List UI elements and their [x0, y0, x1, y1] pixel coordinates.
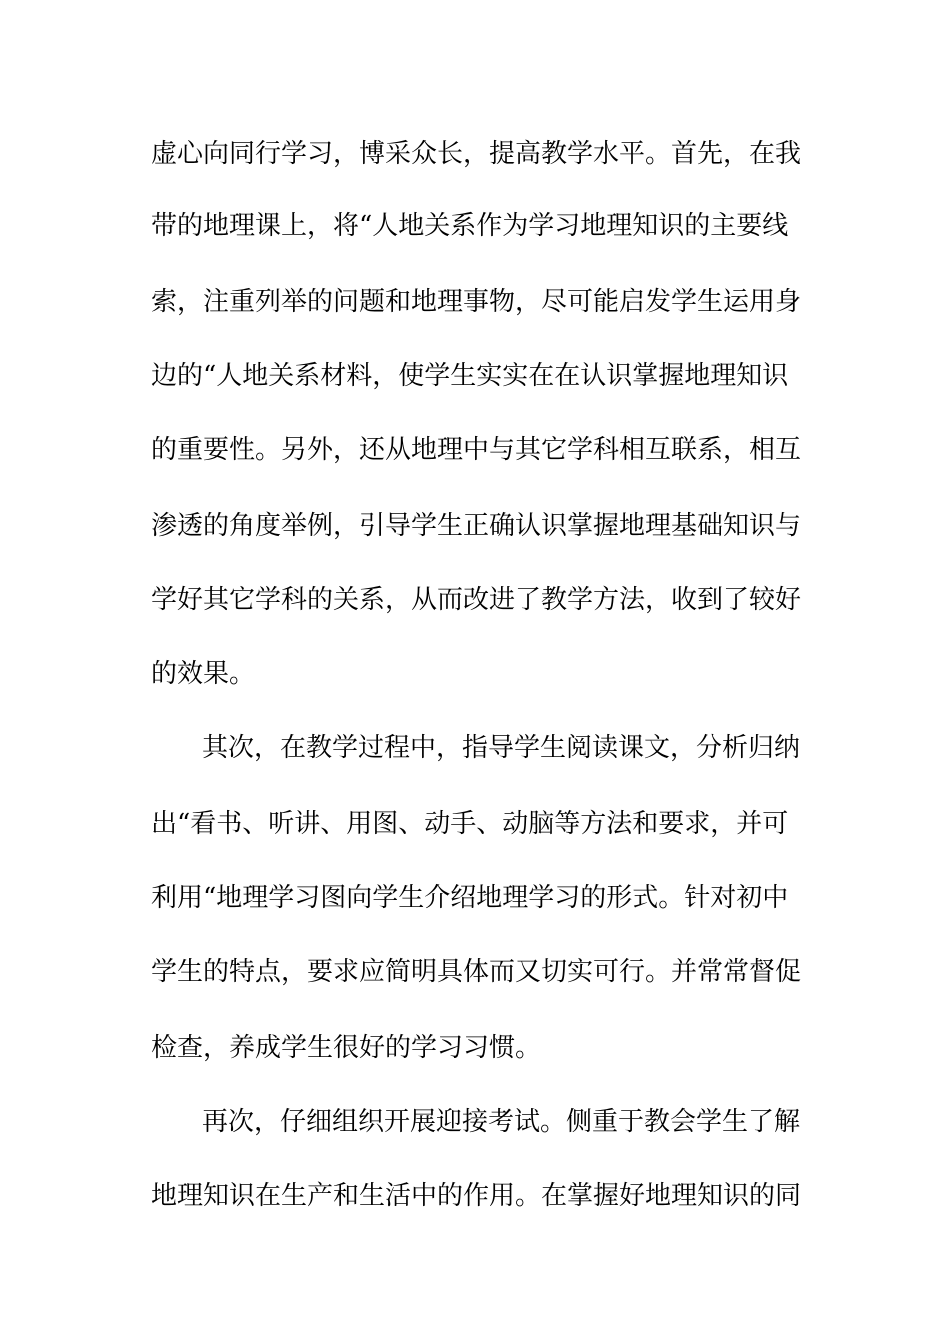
- text-line: 索，注重列举的问题和地理事物，尽可能启发学生运用身: [151, 287, 802, 317]
- text-line: 出“看书、听讲、用图、动手、动脑等方法和要求，并可: [151, 809, 789, 839]
- paragraph-first-line: 其次，在教学过程中，指导学生阅读课文，分析归纳: [202, 733, 801, 763]
- text-line: 学好其它学科的关系，从而改进了教学方法，收到了较好: [151, 585, 802, 615]
- text-line: 的效果。: [151, 659, 256, 689]
- text-line: 的重要性。另外，还从地理中与其它学科相互联系，相互: [151, 435, 802, 465]
- text-line: 边的“人地关系材料，使学生实实在在认识掌握地理知识: [151, 361, 789, 391]
- text-line: 学生的特点，要求应简明具体而又切实可行。并常常督促: [151, 957, 802, 987]
- text-line: 地理知识在生产和生活中的作用。在掌握好地理知识的同: [151, 1181, 802, 1211]
- text-line: 利用“地理学习图向学生介绍地理学习的形式。针对初中: [151, 883, 789, 913]
- paragraph-first-line: 再次，仔细组织开展迎接考试。侧重于教会学生了解: [202, 1107, 801, 1137]
- text-line: 带的地理课上，将“人地关系作为学习地理知识的主要线: [151, 211, 789, 241]
- text-line: 虚心向同行学习，博采众长，提高教学水平。首先，在我: [151, 139, 802, 169]
- text-line: 检查，养成学生很好的学习习惯。: [151, 1033, 542, 1063]
- text-line: 渗透的角度举例，引导学生正确认识掌握地理基础知识与: [151, 511, 802, 541]
